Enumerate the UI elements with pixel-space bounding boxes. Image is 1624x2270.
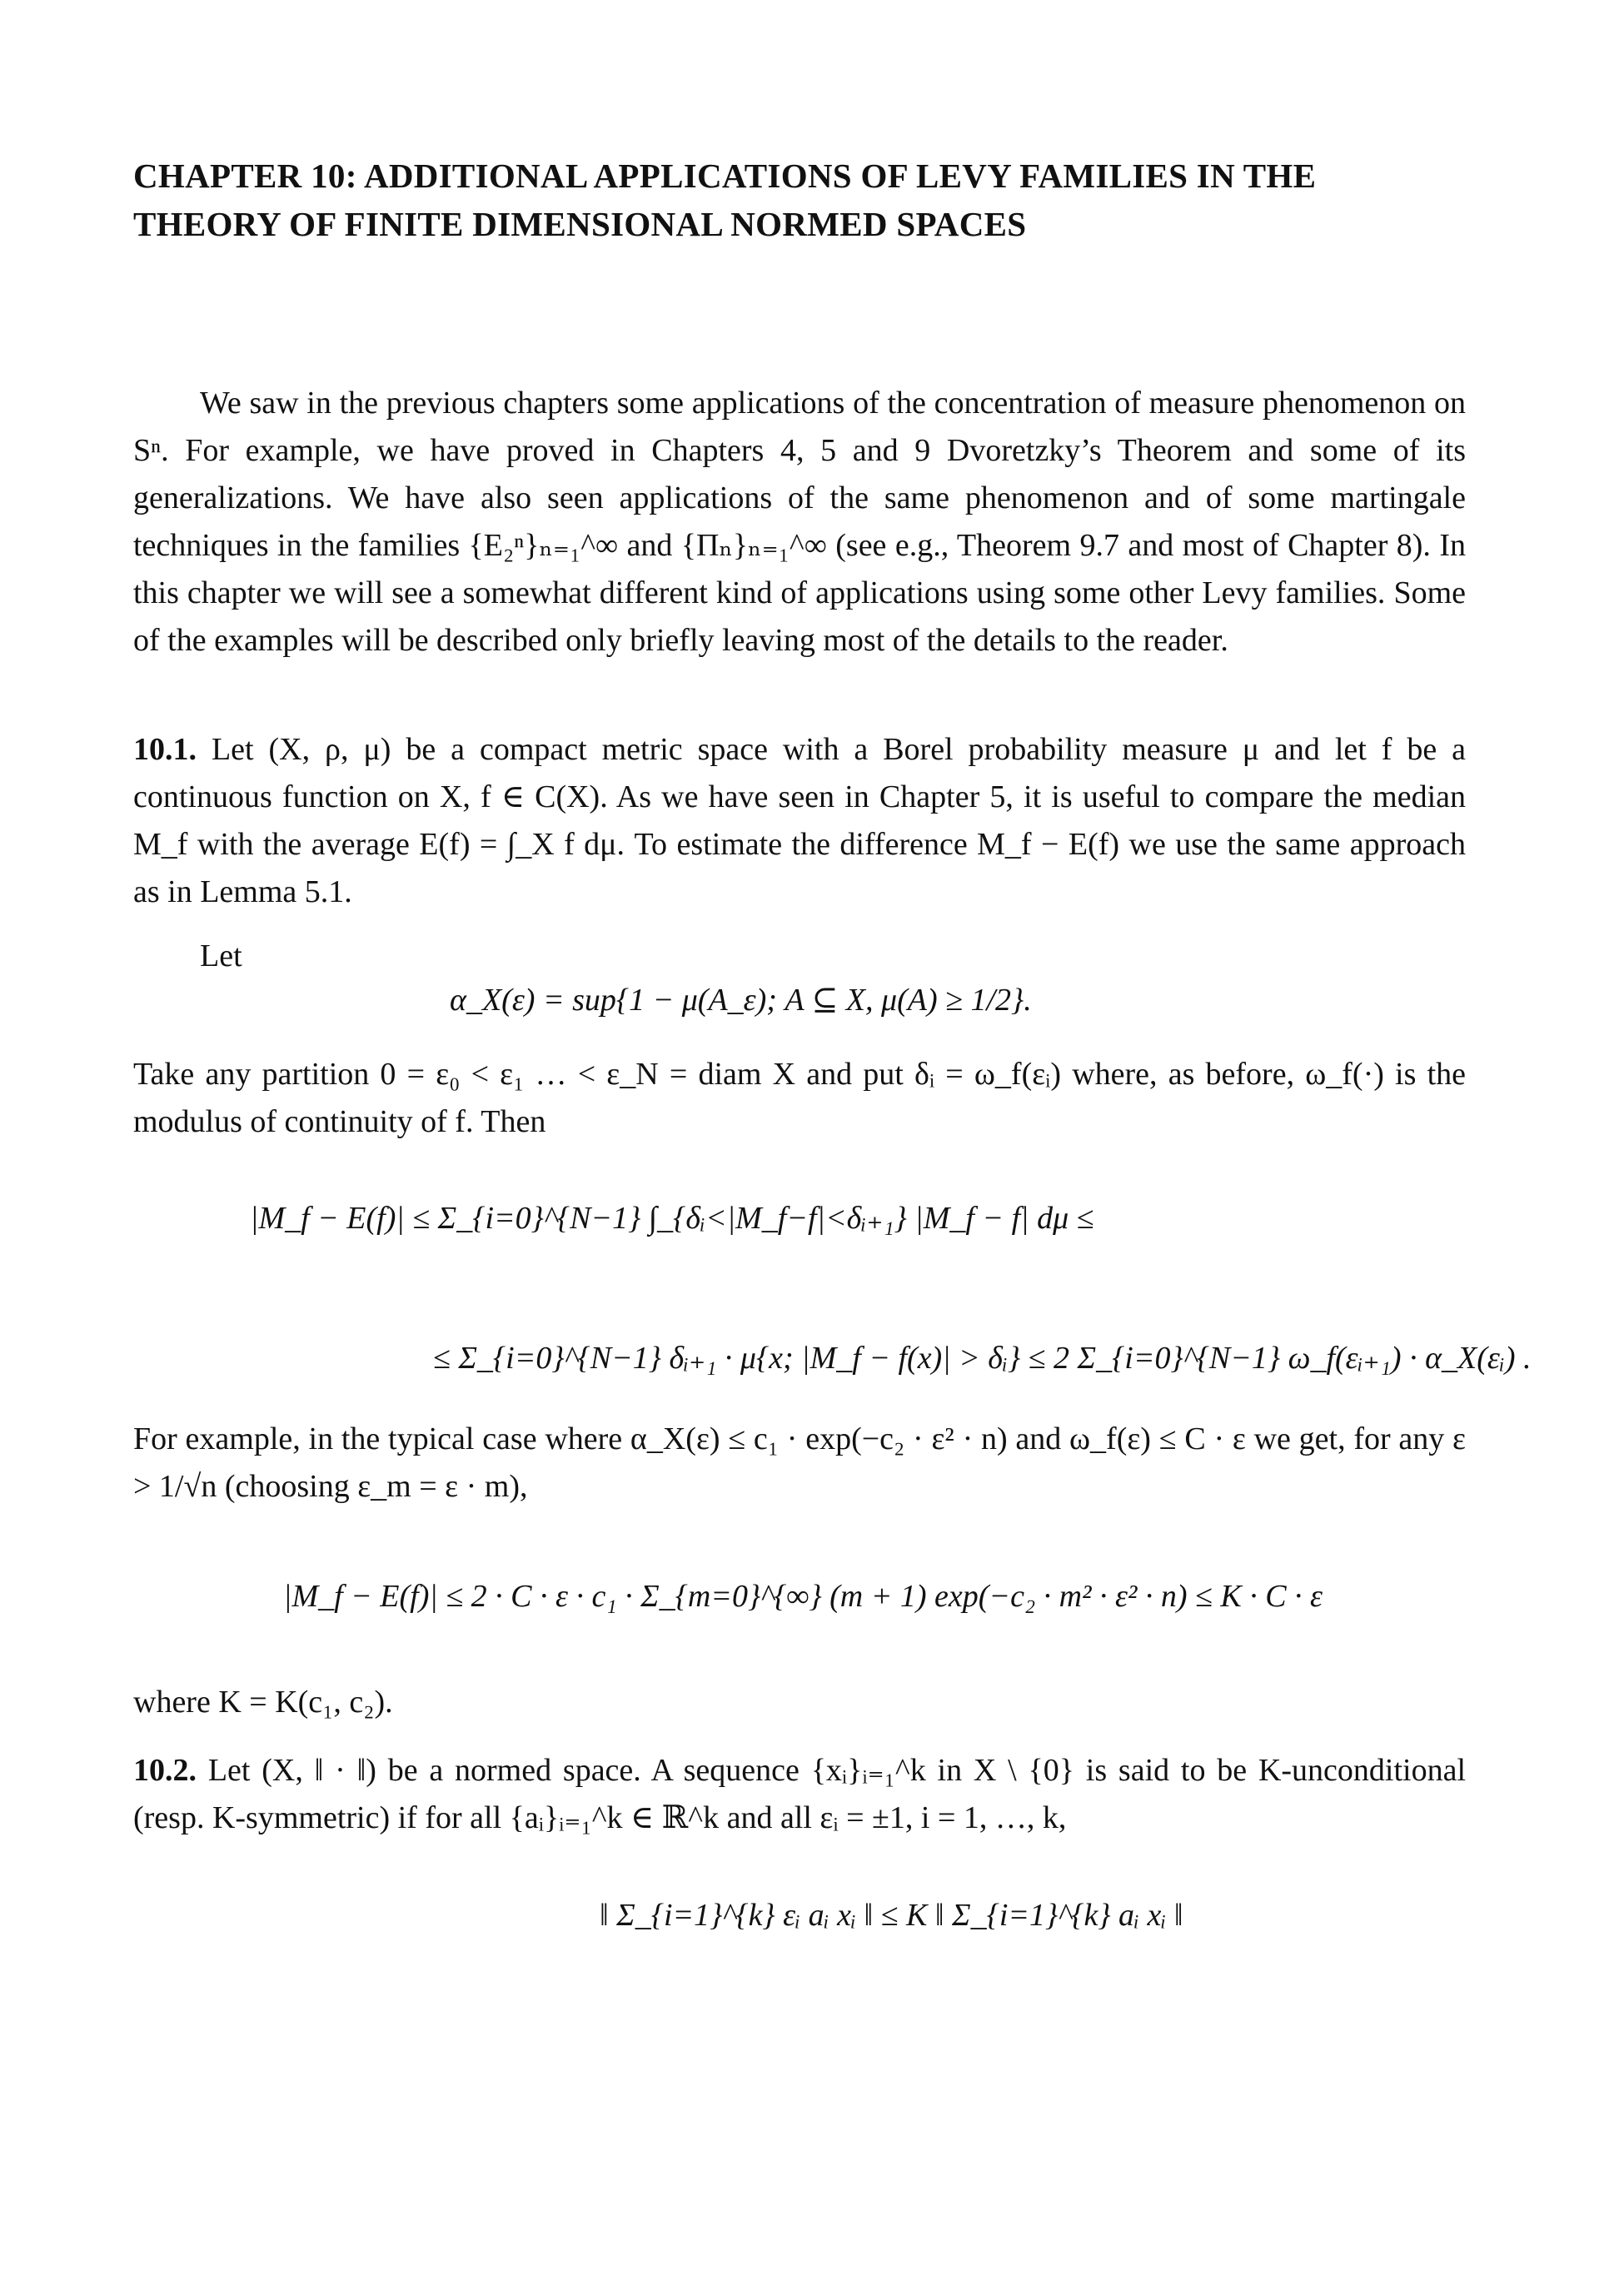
equation-bound: |M_f − E(f)| ≤ 2 · C · ε · c₁ · Σ_{m=0}^{∞} (m + 1) exp(−c₂ · m² · ε² · n) ≤ K · C · ε [283, 1579, 1323, 1614]
section-10-1 [133, 726, 1466, 916]
chapter-title-line-2: THEORY OF FINITE DIMENSIONAL NORMED SPACES [133, 205, 1027, 243]
section-10-1-label: 10.1. [133, 732, 197, 767]
chapter-title [133, 152, 1466, 248]
chapter-title-line-1: CHAPTER 10: ADDITIONAL APPLICATIONS OF LEVY FAMILIES IN THE [133, 157, 1317, 195]
equation-line-2: ≤ Σ_{i=0}^{N−1} δᵢ₊₁ · μ{x; |M_f − f(x)| > δᵢ} ≤ 2 Σ_{i=0}^{N−1} ω_f(εᵢ₊₁) · α_X(εᵢ) . [433, 1341, 1532, 1376]
equation-alpha: α_X(ε) = sup{1 − μ(A_ε); A ⊆ X, μ(A) ≥ 1/2}. [450, 983, 1032, 1018]
equation-unconditional: ‖ Σ_{i=1}^{k} εᵢ aᵢ xᵢ ‖ ≤ K ‖ Σ_{i=1}^{k} aᵢ xᵢ ‖ [600, 1898, 1183, 1933]
section-10-2 [133, 1747, 1466, 1842]
page [133, 0, 1532, 2270]
where-line: where K = K(c₁, c₂). [133, 1685, 393, 1720]
intro-paragraph: We saw in the previous chapters some applications of the concentration of measure phenomenon on Sⁿ. For example, we have proved in Chapters 4, 5 and 9 Dvoretzky’s Theorem and some of its generalizations. We have also seen applications of the same phenomenon and of some martingale techniques in the families {E₂ⁿ}ₙ₌₁^∞ and {Πₙ}ₙ₌₁^∞ (see e.g., Theorem 9.7 and most of Chapter 8). In this chapter we will see a somewhat different kind of applications using some other Levy families. Some of the examples will be described only briefly leaving most of the details to the reader. [133, 386, 1466, 658]
let-word: Let [200, 938, 242, 973]
example-paragraph: For example, in the typical case where α_X(ε) ≤ c₁ · exp(−c₂ · ε² · n) and ω_f(ε) ≤ C · ε we get, for any ε > 1/√n (choosing ε_m = ε · m), [133, 1421, 1466, 1504]
equation-line-1: |M_f − E(f)| ≤ Σ_{i=0}^{N−1} ∫_{δᵢ<|M_f−f|<δᵢ₊₁} |M_f − f| dμ ≤ [250, 1201, 1094, 1236]
section-10-1-text: Let (X, ρ, μ) be a compact metric space with a Borel probability measure μ and let f be a continuous function on X, f ∈ C(X). As we have seen in Chapter 5, it is useful to compare the median M_f with the average E(f) = ∫_X f dμ. To estimate the difference M_f − E(f) we use the same approach as in Lemma 5.1. [133, 732, 1467, 909]
partition-paragraph: Take any partition 0 = ε₀ < ε₁ … < ε_N = diam X and put δᵢ = ω_f(εᵢ) where, as before, ω_f(·) is the modulus of continuity of f. Then [133, 1057, 1466, 1139]
section-10-2-label: 10.2. [133, 1753, 197, 1788]
section-10-2-text: Let (X, ‖ · ‖) be a normed space. A sequence {xᵢ}ᵢ₌₁^k in X \ {0} is said to be K-unconditional (resp. K-symmetric) if for all {aᵢ}ᵢ₌₁^k ∈ ℝ^k and all εᵢ = ±1, i = 1, …, k, [133, 1753, 1467, 1835]
